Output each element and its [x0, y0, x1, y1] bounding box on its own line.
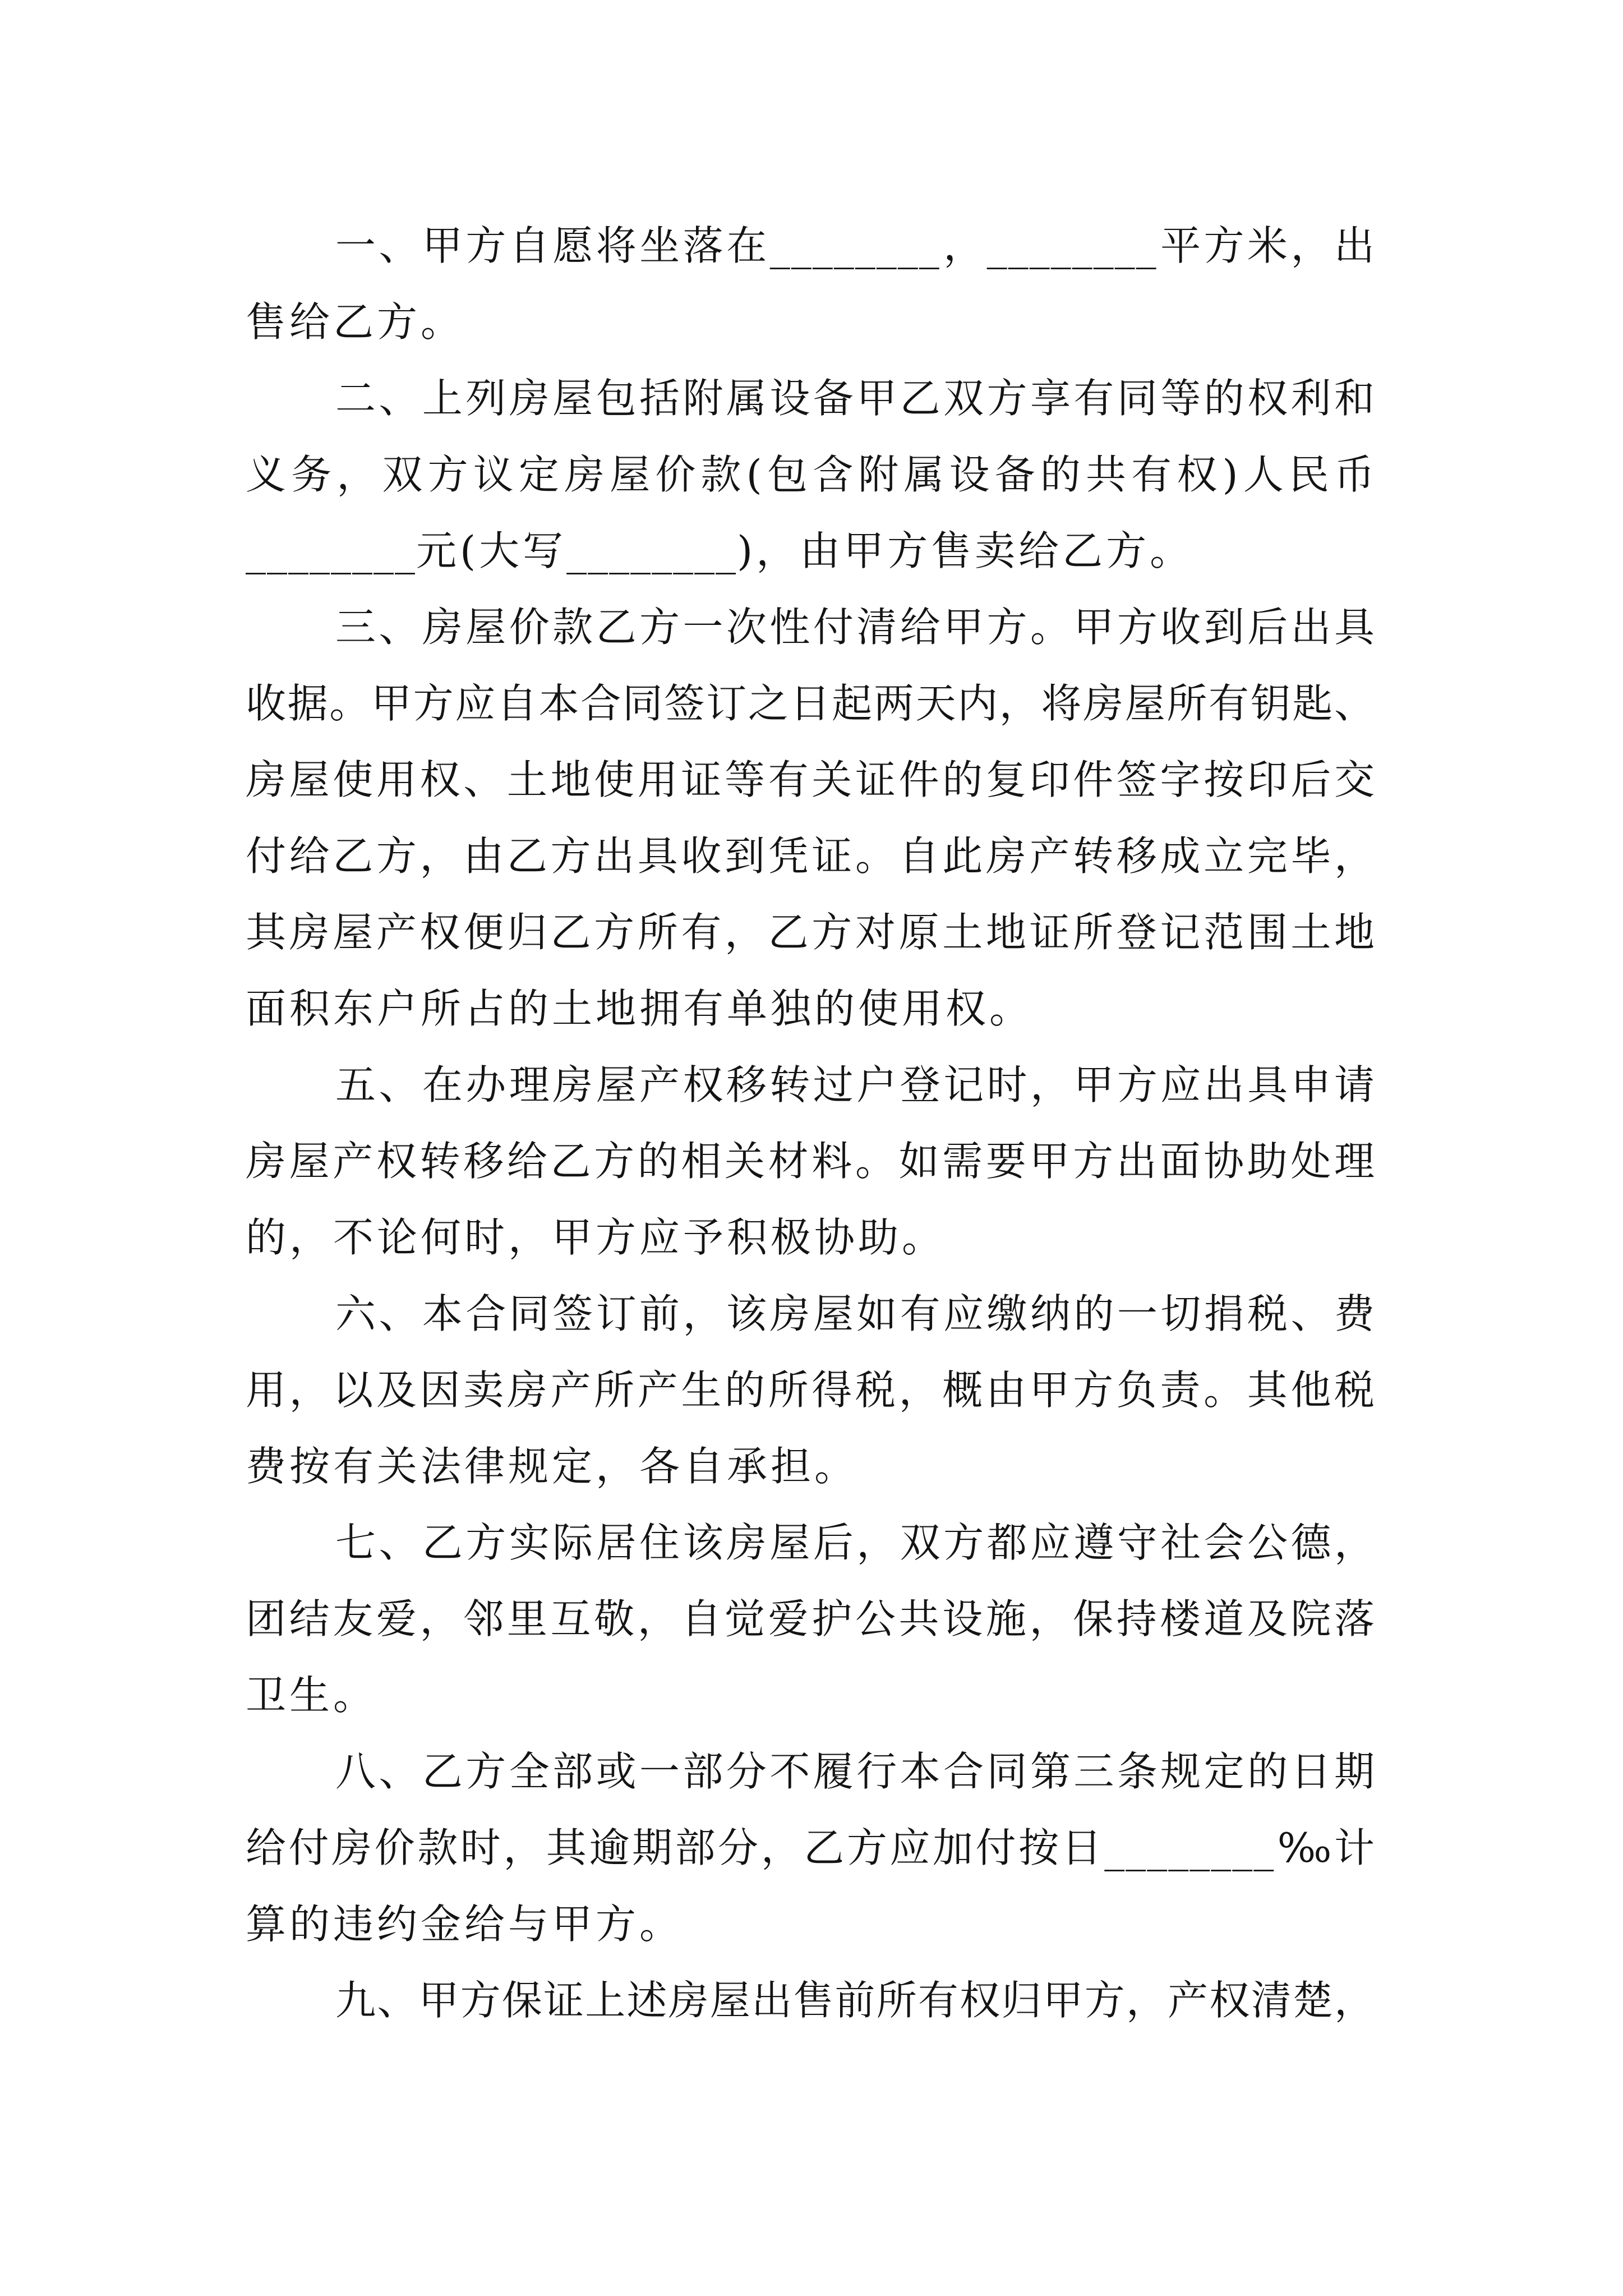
contract-body	[246, 208, 1375, 2039]
text-line: 用，以及因卖房产所产生的所得税，概由甲方负责。其他税	[246, 1366, 1375, 1414]
clause-8	[246, 1733, 1375, 1962]
text-line: 面积东户所占的土地拥有单独的使用权。	[246, 985, 1034, 1032]
text-line: 收据。甲方应自本合同签订之日起两天内，将房屋所有钥匙、	[246, 680, 1375, 727]
text-line: 费按有关法律规定，各自承担。	[246, 1443, 859, 1490]
text-line: 的，不论何时，甲方应予积极协助。	[246, 1214, 946, 1261]
fill-in-blank: ________	[769, 222, 940, 269]
fill-in-blank: ________	[566, 527, 737, 574]
clause-1	[246, 208, 1375, 360]
text-line: 九、甲方保证上述房屋出售前所有权归甲方，产权清楚，	[335, 1977, 1375, 2024]
text-line: 售给乙方。	[246, 298, 465, 346]
text-line: 七、乙方实际居住该房屋后，双方都应遵守社会公德，	[335, 1519, 1375, 1566]
clause-6	[246, 1276, 1375, 1504]
text-line: 八、乙方全部或一部分不履行本合同第三条规定的日期	[335, 1748, 1375, 1795]
text-line: 一、甲方自愿将坐落在________，________平方米，出	[335, 222, 1375, 269]
text-line: 团结友爱，邻里互敬，自觉爱护公共设施，保持楼道及院落	[246, 1595, 1375, 1642]
fill-in-blank: ________	[246, 527, 416, 574]
text-line: ________元(大写________)，由甲方售卖给乙方。	[246, 527, 1194, 574]
text-line: 房屋使用权、土地使用证等有关证件的复印件签字按印后交	[246, 756, 1375, 803]
text-line: 付给乙方，由乙方出具收到凭证。自此房产转移成立完毕，	[246, 832, 1375, 880]
clause-2	[246, 360, 1375, 589]
text-line: 其房屋产权便归乙方所有，乙方对原土地证所登记范围土地	[246, 909, 1375, 956]
text-line: 义务，双方议定房屋价款(包含附属设备的共有权)人民币	[246, 451, 1375, 498]
clause-9	[246, 1962, 1375, 2039]
text-line: 二、上列房屋包括附属设备甲乙双方享有同等的权利和	[335, 375, 1375, 422]
text-line: 给付房价款时，其逾期部分，乙方应加付按日________‰计	[246, 1824, 1375, 1871]
fill-in-blank: ________	[986, 222, 1158, 269]
clause-5	[246, 1047, 1375, 1276]
clause-7	[246, 1504, 1375, 1733]
text-line: 房屋产权转移给乙方的相关材料。如需要甲方出面协助处理	[246, 1138, 1375, 1185]
text-line: 三、房屋价款乙方一次性付清给甲方。甲方收到后出具	[335, 604, 1375, 651]
fill-in-blank: ________	[1104, 1824, 1275, 1871]
text-line: 卫生。	[246, 1672, 377, 1719]
clause-3	[246, 589, 1375, 1047]
text-line: 五、在办理房屋产权移转过户登记时，甲方应出具申请	[335, 1061, 1375, 1108]
text-line: 算的违约金给与甲方。	[246, 1901, 684, 1948]
text-line: 六、本合同签订前，该房屋如有应缴纳的一切捐税、费	[335, 1290, 1375, 1337]
